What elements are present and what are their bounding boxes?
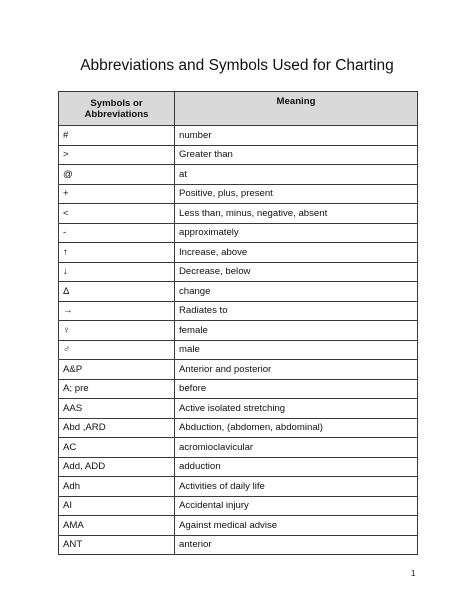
page-number: 1 [411,569,416,578]
meaning-cell: female [175,321,418,341]
symbol-cell: ♂ [59,340,175,360]
header-symbols-abbreviations [59,92,175,126]
table-row [59,262,418,282]
table-row [59,496,418,516]
table-row [59,379,418,399]
symbol-cell: < [59,204,175,224]
meaning-cell: male [175,340,418,360]
table-row [59,516,418,536]
meaning-cell: acromioclavicular [175,438,418,458]
symbol-cell: @ [59,165,175,185]
meaning-cell: Activities of daily life [175,477,418,497]
meaning-cell: at [175,165,418,185]
symbol-cell: AMA [59,516,175,536]
table-row [59,535,418,555]
symbol-cell: → [59,301,175,321]
meaning-cell: Greater than [175,145,418,165]
meaning-cell: Accidental injury [175,496,418,516]
meaning-cell: Anterior and posterior [175,360,418,380]
table-row [59,399,418,419]
symbol-cell: Abd ,ARD [59,418,175,438]
abbreviations-table [58,91,418,555]
meaning-cell: Decrease, below [175,262,418,282]
symbol-cell: ↑ [59,243,175,263]
table-row [59,340,418,360]
table-row [59,360,418,380]
meaning-cell: anterior [175,535,418,555]
table-row [59,145,418,165]
table-row [59,204,418,224]
table-row [59,282,418,302]
meaning-cell: adduction [175,457,418,477]
header-symbols-line1: Symbols or [90,97,143,109]
meaning-cell: Positive, plus, present [175,184,418,204]
table-row [59,126,418,146]
meaning-cell: Against medical advise [175,516,418,536]
table-row [59,321,418,341]
symbol-cell: A&P [59,360,175,380]
meaning-cell: Radiates to [175,301,418,321]
table-row [59,223,418,243]
table-row [59,243,418,263]
symbol-cell: AAS [59,399,175,419]
table-row [59,301,418,321]
header-symbols-line2: Abbreviations [84,108,149,120]
meaning-cell: Less than, minus, negative, absent [175,204,418,224]
symbol-cell: ↓ [59,262,175,282]
meaning-cell: Abduction, (abdomen, abdominal) [175,418,418,438]
meaning-cell: change [175,282,418,302]
meaning-cell: Increase, above [175,243,418,263]
symbol-cell: A; pre [59,379,175,399]
table-row [59,457,418,477]
symbol-cell: ♀ [59,321,175,341]
table-row [59,418,418,438]
symbol-cell: Add, ADD [59,457,175,477]
table-row [59,477,418,497]
meaning-cell: Active isolated stretching [175,399,418,419]
table-row [59,184,418,204]
meaning-cell: approximately [175,223,418,243]
table-row [59,165,418,185]
symbol-cell: AI [59,496,175,516]
symbol-cell: + [59,184,175,204]
symbol-cell: Adh [59,477,175,497]
page-title: Abbreviations and Symbols Used for Charting [80,57,394,74]
symbol-cell: AC [59,438,175,458]
table-header-row [59,92,418,126]
symbol-cell: # [59,126,175,146]
symbol-cell: > [59,145,175,165]
meaning-cell: number [175,126,418,146]
symbol-cell: Δ [59,282,175,302]
header-meaning: Meaning [175,92,418,126]
table-body [59,126,418,555]
table-row [59,438,418,458]
symbol-cell: - [59,223,175,243]
meaning-cell: before [175,379,418,399]
symbol-cell: ANT [59,535,175,555]
